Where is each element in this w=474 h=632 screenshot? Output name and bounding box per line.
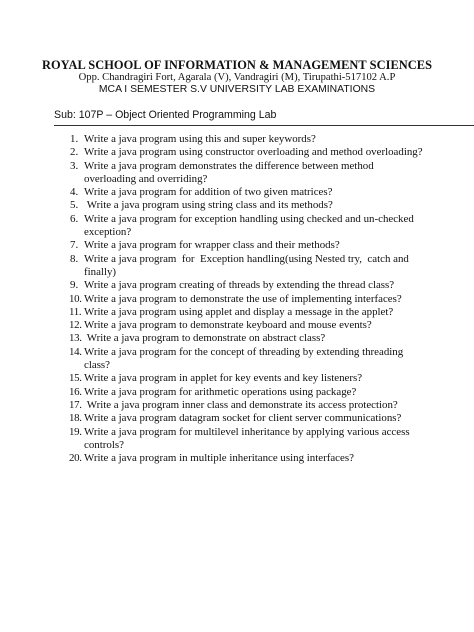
question-item (0, 372, 424, 385)
question-number: 16. (69, 385, 82, 398)
question-text: Write a java program to demonstrate keyboard and mouse events? (84, 319, 372, 332)
question-item (0, 346, 424, 373)
question-item (0, 253, 424, 280)
question-text: Write a java program for Exception handling(using Nested try, catch and finally) (84, 252, 412, 278)
question-item (0, 293, 424, 306)
question-number: 15. (69, 372, 82, 385)
question-number: 4. (70, 186, 79, 199)
question-text: Write a java program in applet for key events and key listeners? (84, 372, 363, 385)
question-text: Write a java program using string class and its methods? (84, 199, 333, 212)
question-number: 8. (70, 252, 79, 265)
question-number: 1. (70, 133, 79, 145)
question-item (0, 452, 424, 465)
question-text: Write a java program for wrapper class and their methods? (84, 239, 340, 252)
question-text: Write a java program creating of threads by extending the thread class? (84, 279, 395, 292)
question-number: 12. (69, 319, 82, 332)
question-number: 19. (69, 425, 82, 438)
question-item (0, 399, 424, 412)
question-item (0, 146, 424, 159)
school-address: Opp. Chandragiri Fort, Agarala (V), Vandragiri (M), Tirupathi-517102 A.P (78, 72, 396, 83)
question-text: Write a java program to demonstrate the use of implementing interfaces? (84, 292, 402, 305)
question-text: Write a java program to demonstrate on abstract class? (84, 332, 326, 345)
question-number: 11. (69, 305, 82, 318)
subject-line: Sub: 107P – Object Oriented Programming Lab (54, 109, 277, 121)
question-number: 10. (69, 292, 82, 305)
question-number: 5. (70, 199, 79, 212)
question-item (0, 306, 424, 319)
question-item (0, 426, 424, 453)
question-text: Write a java program using constructor overloading and method overloading? (84, 146, 423, 159)
question-item (0, 279, 424, 292)
question-item (0, 239, 424, 252)
question-text: Write a java program for addition of two given matrices? (84, 186, 333, 199)
question-item (0, 319, 424, 332)
question-item (0, 199, 424, 212)
question-text: Write a java program for multilevel inheritance by applying various access controls? (84, 425, 413, 451)
question-text: Write a java program for exception handling using checked and un-checked exception? (84, 212, 417, 239)
question-number: 7. (70, 239, 79, 252)
question-number: 13. (69, 332, 82, 345)
question-number: 20. (69, 452, 82, 465)
question-number: 14. (69, 345, 82, 358)
question-text: Write a java program in multiple inheritance using interfaces? (84, 452, 354, 465)
question-text: Write a java program inner class and demonstrate its access protection? (84, 398, 398, 411)
question-text: Write a java program using this and super keywords? (84, 133, 316, 145)
question-list (0, 133, 474, 465)
question-text: Write a java program demonstrates the difference between method overloading and overriding? (84, 159, 377, 185)
question-number: 9. (70, 279, 79, 292)
question-number: 6. (70, 212, 79, 225)
question-item (0, 386, 424, 399)
question-number: 17. (69, 398, 82, 411)
question-number: 2. (70, 146, 79, 159)
question-item (0, 133, 424, 146)
question-text: Write a java program for arithmetic operations using package? (84, 385, 357, 398)
question-item (0, 332, 424, 345)
question-item (0, 412, 424, 425)
school-title: ROYAL SCHOOL OF INFORMATION & MANAGEMENT SCIENCES (41, 58, 433, 72)
question-item (0, 186, 424, 199)
question-number: 18. (69, 412, 82, 425)
question-text: Write a java program using applet and display a message in the applet? (84, 305, 394, 318)
question-text: Write a java program datagram socket for client server communications? (84, 412, 402, 425)
exam-heading: MCA I SEMESTER S.V UNIVERSITY LAB EXAMINATIONS (98, 84, 376, 95)
question-number: 3. (70, 159, 79, 172)
question-item (0, 213, 424, 240)
question-item (0, 160, 424, 187)
question-text: Write a java program for the concept of threading by extending threading class? (84, 345, 406, 372)
header-divider (54, 125, 474, 126)
